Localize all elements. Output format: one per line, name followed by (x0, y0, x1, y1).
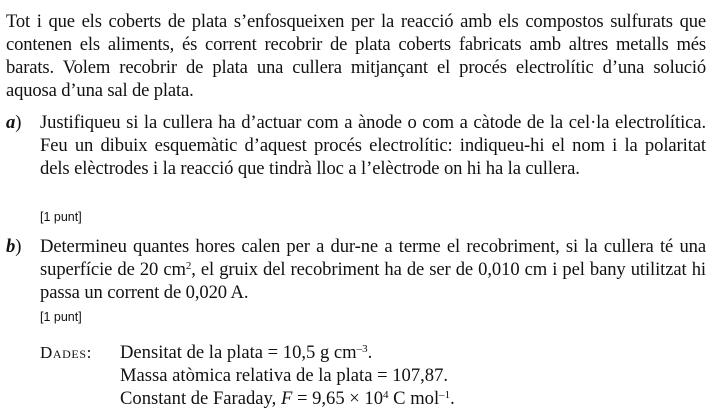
dades-faraday-symbol: F (280, 388, 293, 409)
question-a-points: [1 punt] (40, 210, 82, 224)
question-b-text-post: , el gruix del recobriment ha de ser de 0,010 cm i pel bany utilitzat hi passa un corrent de 0,020 A. (40, 259, 706, 303)
dades-density (120, 341, 455, 364)
dades-faraday (120, 387, 455, 410)
dades-density-sup: –3 (356, 343, 368, 355)
question-b-paren: ) (15, 236, 22, 257)
question-a-label (6, 111, 22, 134)
intro-paragraph: Tot i que els coberts de plata s’enfosqueixen per la reacció amb els compostos sulfurats que contenen els aliments, és corrent recobrir de plata coberts fabricats amb altres metalls més barats. Volem recobrir de plata una cullera mitjançant el procés electrolític d’una solució aquosa d’una sal de plata. (6, 11, 706, 101)
dades-mass: Massa atòmica relativa de la plata = 107,87. (120, 365, 449, 386)
question-b-points: [1 punt] (40, 310, 82, 324)
dades-faraday-unit: C mol (388, 388, 440, 409)
dades-list (120, 341, 455, 410)
dades-faraday-mid: = 9,65 × 10 (292, 388, 383, 409)
dades-faraday-pre: Constant de Faraday, (120, 388, 281, 409)
question-b-label (6, 235, 22, 258)
question-a-paren: ) (15, 112, 22, 133)
question-a-text: Justifiqueu si la cullera ha d’actuar com a ànode o com a càtode de la cel·la electrolítica. Feu un dibuix esquemàtic d’aquest procés electrolític: indiqueu-hi el nom i la polaritat dels elèctrodes i la reacció que tindrà lloc a l’elèctrode on hi ha la cullera. (40, 112, 706, 179)
question-b-letter: b (6, 236, 16, 257)
dades-label: Dades: (40, 343, 92, 362)
dades-faraday-unit-exp: –1 (439, 389, 451, 401)
dades-density-post: . (367, 342, 373, 363)
dades-density-pre: Densitat de la plata = 10,5 g cm (120, 342, 357, 363)
question-b-text-sup: 2 (185, 260, 192, 272)
question-a-letter: a (6, 112, 16, 133)
question-b-text-pre: Determineu quantes hores calen per a dur-ne a terme el recobriment, si la cullera té una superfície de 20 cm (40, 236, 706, 280)
dades-faraday-post: . (450, 388, 455, 409)
dades-faraday-exp: 4 (383, 389, 389, 401)
question-b-text (40, 235, 706, 304)
